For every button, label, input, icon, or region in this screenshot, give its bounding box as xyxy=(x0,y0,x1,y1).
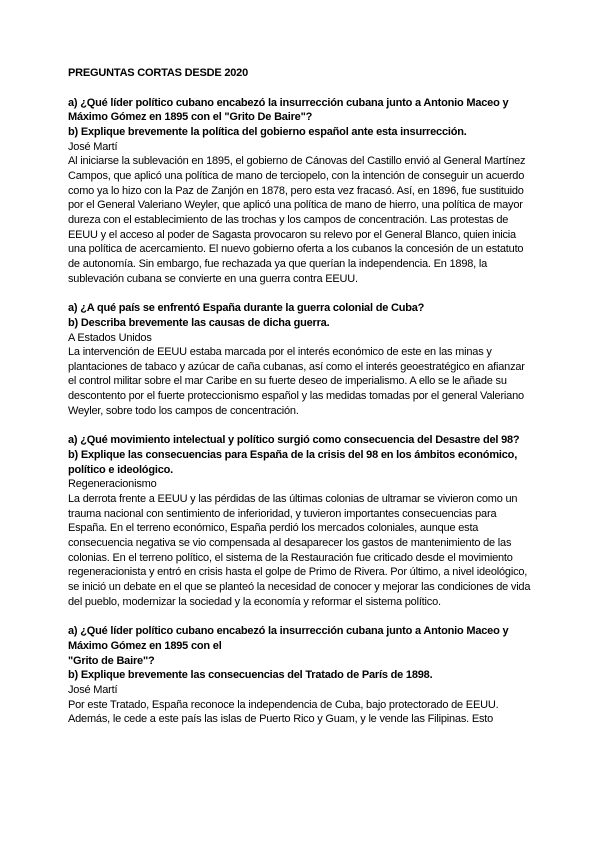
question-a-continued: "Grito de Baire"? xyxy=(68,654,155,667)
question-a: a) ¿Qué líder político cubano encabezó la insurrección cubana junto a Antonio Maceo y Máximo Gómez en 1895 con el "Grito De Baire"? xyxy=(68,96,509,124)
answer-paragraph: La derrota frente a EEUU y las pérdidas de las últimas colonias de ultramar se vivieron como un trauma nacional con sentimiento de inferioridad, y tuvieron importantes consecuencias para España. En el terreno económico, España perdió los mercados coloniales, aunque esta consecuencia negativa se vio compensada al desaparecer los gastos de mantenimiento de las colonias. En el terreno político, el sistema de la Restauración fue criticado desde el movimiento regeneracionista y entró en crisis hasta el golpe de Primo de Rivera. Por último, a nivel ideológico, se inició un debate en el que se planteó la necesidad de conocer y mejorar las condiciones de vida del pueblo, modernizar la sociedad y la economía y reformar el sistema político. xyxy=(68,493,531,608)
answer-paragraph: La intervención de EEUU estaba marcada por el interés económico de este en las minas y plantaciones de tabaco y azúcar de caña cubanas, así como el interés geoestratégico en afianzar el control militar sobre el mar Caribe en su fuerte deseo de imperialismo. A ello se le añade su descontento por el fuerte proteccionismo español y las medidas tomadas por el general Valeriano Weyler, sobre todo los campos de concentración. xyxy=(68,346,525,417)
short-answer: José Martí xyxy=(68,140,118,153)
question-section-1 xyxy=(68,96,534,287)
answer-paragraph: Por este Tratado, España reconoce la independencia de Cuba, bajo protectorado de EEUU. Además, le cede a este país las islas de Puerto Rico y Guam, y le vende las Filipinas. Esto xyxy=(68,698,499,726)
question-a: a) ¿Qué líder político cubano encabezó la insurrección cubana junto a Antonio Maceo y Máximo Gómez en 1895 con el xyxy=(68,625,509,652)
question-a: a) ¿Qué movimiento intelectual y político surgió como consecuencia del Desastre del 98? xyxy=(68,434,520,447)
short-answer: José Martí xyxy=(68,683,118,696)
short-answer: A Estados Unidos xyxy=(68,331,152,344)
answer-paragraph: Al iniciarse la sublevación en 1895, el gobierno de Cánovas del Castillo envió al General Martínez Campos, que aplicó una política de mano de terciopelo, con la intención de conseguir un acuerdo como ya lo hizo con la Paz de Zanjón en 1878, pero esta vez fracasó. Así, en 1896, fue sustituido por el General Valeriano Weyler, que aplicó una política de mano de hierro, una política de mayor dureza con el establecimiento de las trochas y los campos de concentración. Las protestas de EEUU y el acceso al poder de Sagasta provocaron su relevo por el General Blanco, quien inicia una política de acercamiento. El nuevo gobierno oferta a los cubanos la concesión de un estatuto de autonomía. Sin embargo, fue rechazada ya que querían la independencia. En 1898, la sublevación cubana se convierte en una guerra contra EEUU. xyxy=(68,155,526,285)
question-section-3 xyxy=(68,433,534,609)
question-b: b) Explique brevemente la política del gobierno español ante esta insurrección. xyxy=(68,125,467,138)
question-b: b) Describa brevemente las causas de dicha guerra. xyxy=(68,316,330,329)
question-b: b) Explique brevemente las consecuencias del Tratado de París de 1898. xyxy=(68,669,433,682)
question-a: a) ¿A qué país se enfrentó España durante la guerra colonial de Cuba? xyxy=(68,302,425,315)
question-section-2 xyxy=(68,301,534,418)
short-answer: Regeneracionismo xyxy=(68,478,157,491)
question-section-4 xyxy=(68,624,534,727)
question-b: b) Explique las consecuencias para España de la crisis del 98 en los ámbitos económico, político e ideológico. xyxy=(68,449,518,476)
page-title: PREGUNTAS CORTAS DESDE 2020 xyxy=(68,67,249,79)
